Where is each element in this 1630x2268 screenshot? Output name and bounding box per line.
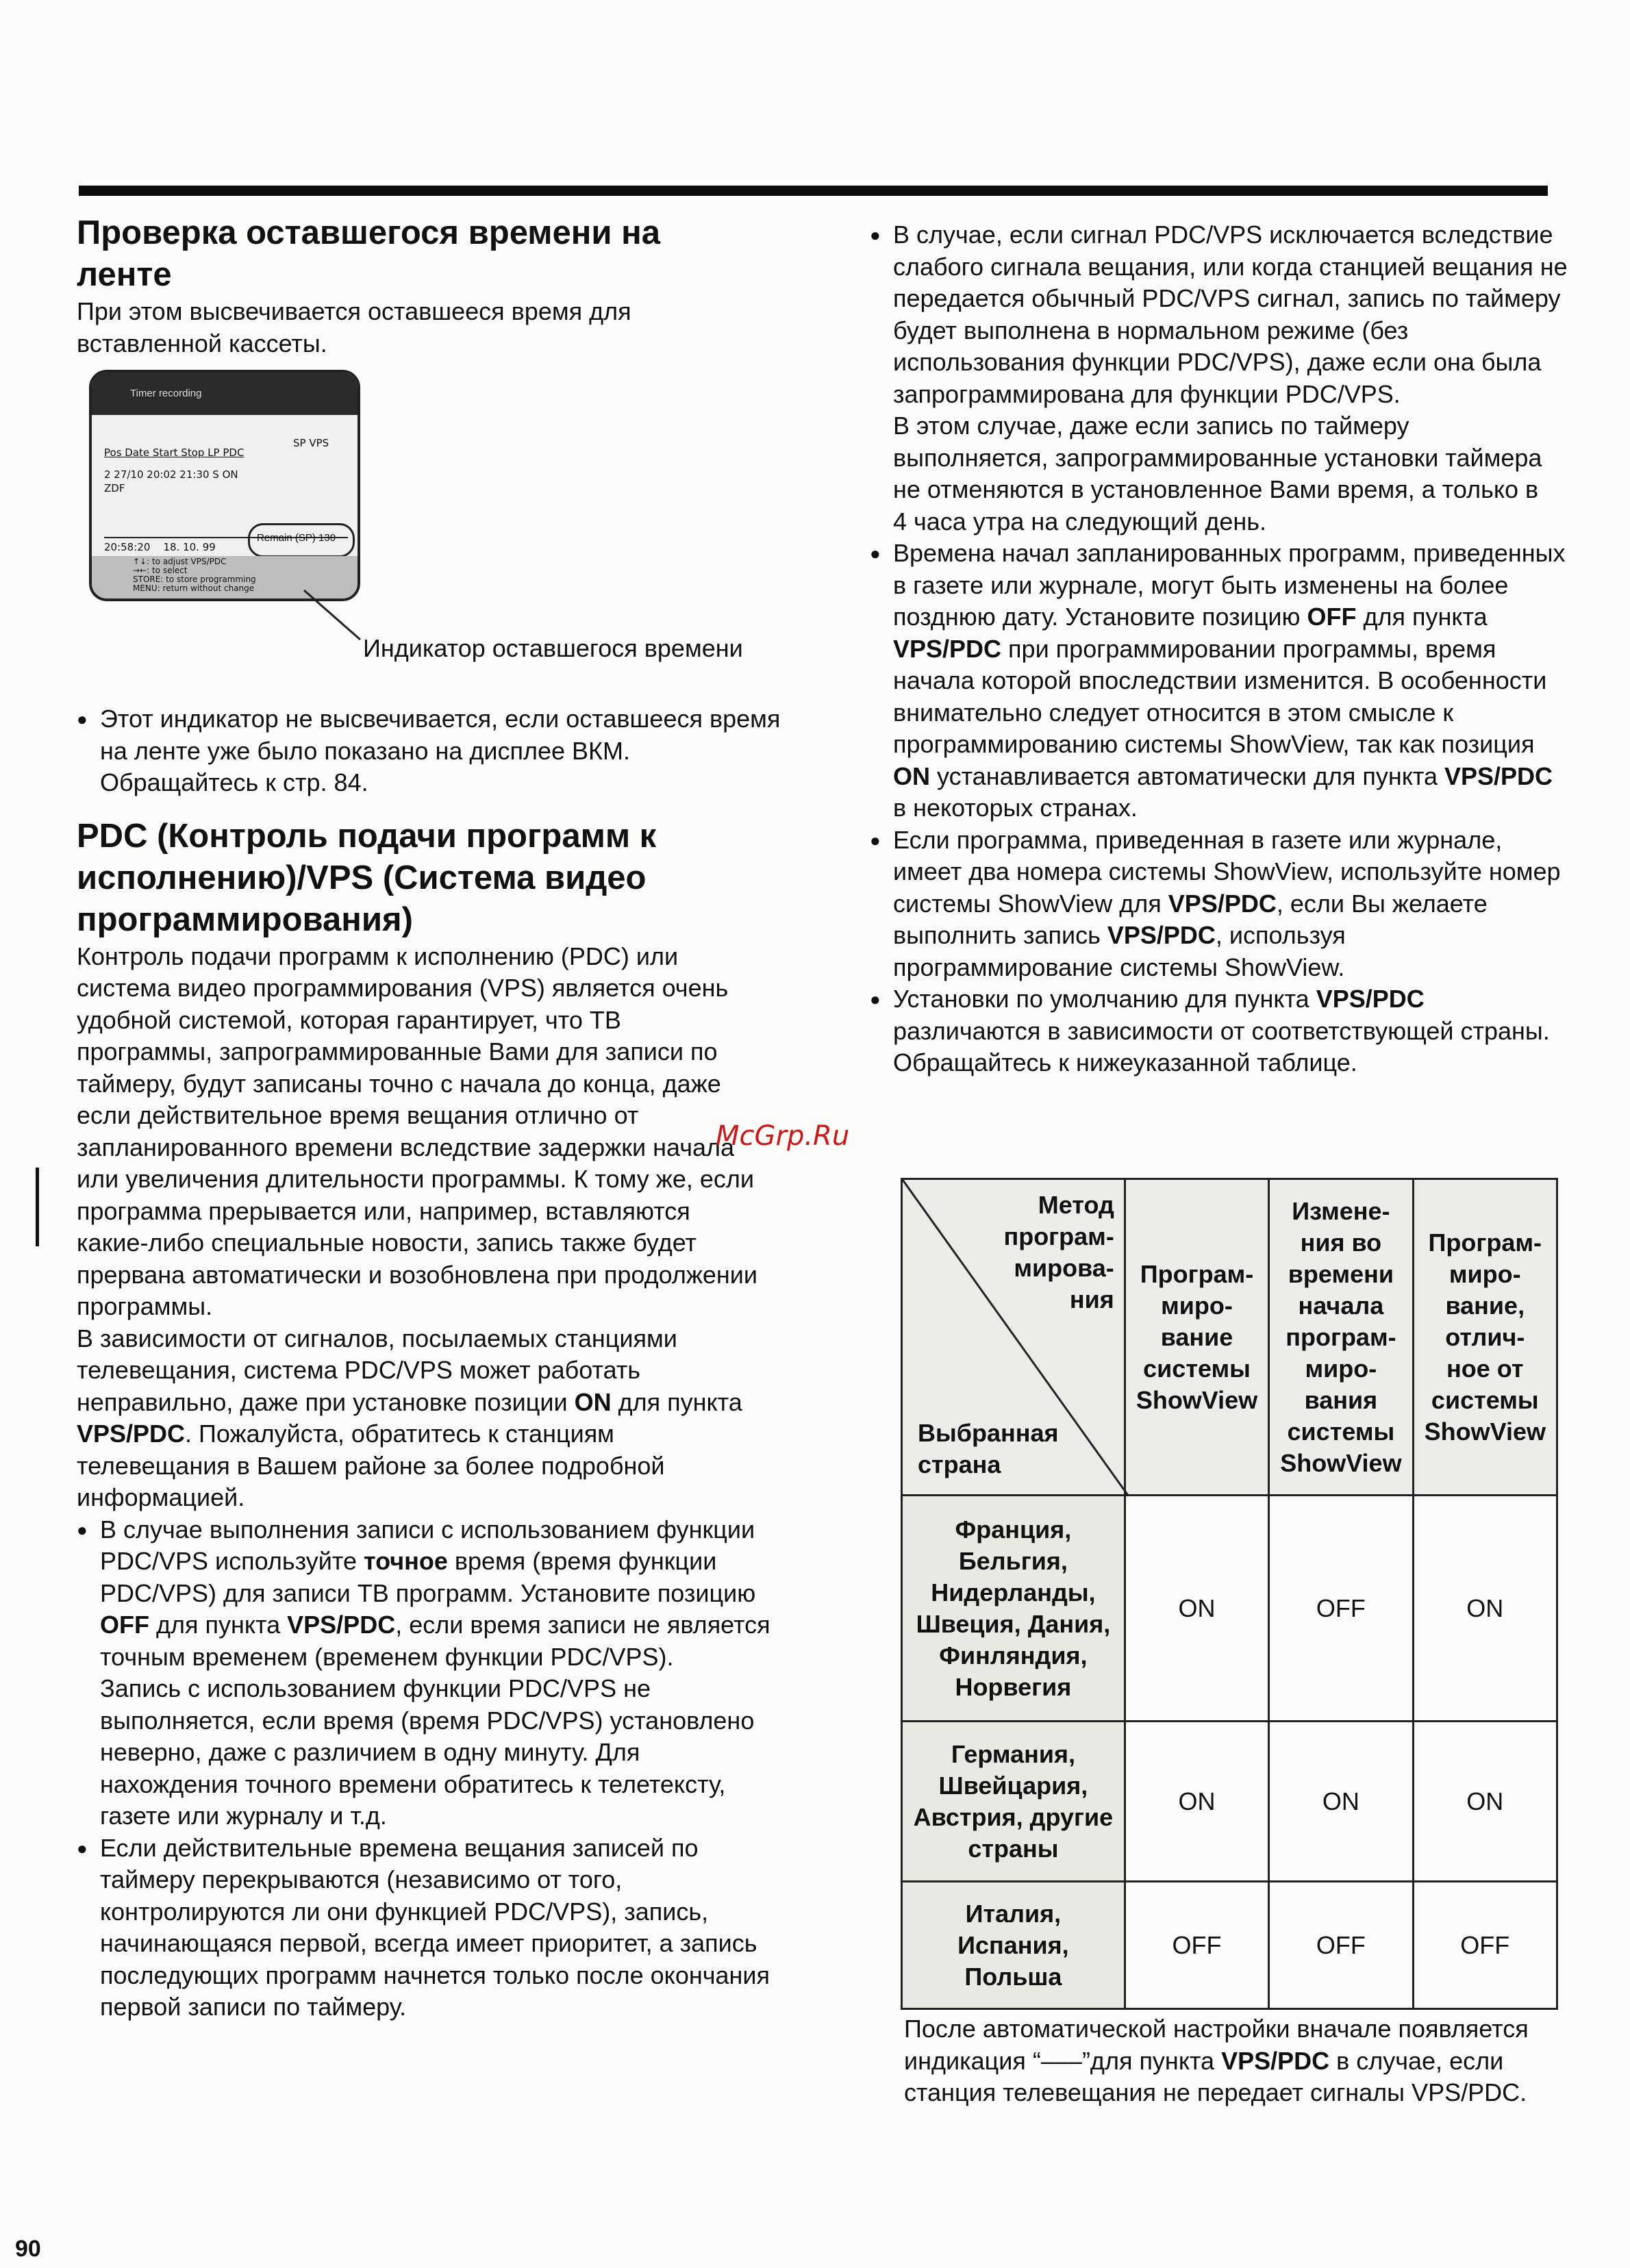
column-header-showview: Програм- миро- вание системы ShowView <box>1125 1179 1268 1496</box>
corner-country-label: Выбранная страна <box>918 1419 1059 1478</box>
margin-change-bar <box>36 1168 39 1246</box>
table-row <box>902 1496 1557 1722</box>
value-cell: OFF <box>1125 1882 1268 2009</box>
value-cell: ON <box>1125 1496 1268 1722</box>
bullet-weak-signal: ● В случае, если сигнал PDC/VPS исключается вследствие слабого сигнала вещания, или когда станцией вещания не передается обычный PDC/VPS сигнал, запись по таймеру будет выполнена в нормальном режиме (без использования функции PDC/VPS), даже если она была запрограммирована для функции PDC/VPS. <box>870 219 1571 410</box>
tv-help-line: MENU: return without change <box>133 583 255 593</box>
bullet-defaults: ● Установки по умолчанию для пункта VPS/PDC различаются в зависимости от соответствующей страны. Обращайтесь к нижеуказанной таблице. <box>870 983 1571 1079</box>
bullet-exact-time: ● В случае выполнения записи с использованием функции PDC/VPS используйте точное время (время функции PDC/VPS) для записи ТВ программ. Установите позицию OFF для пункта VPS/PDC, если время записи не является точным временем (временем функции PDC/VPS). <box>77 1514 792 1674</box>
tv-help-line: STORE: to store programming <box>133 575 256 584</box>
bullet-exact-time-cont: Запись с использованием функции PDC/VPS не выполняется, если время (время PDC/VPS) установлено неверно, даже с различием в одну минуту. Для нахождения точного времени обратитесь к телетексту, газете или журналу и т.д. <box>100 1674 755 1830</box>
value-cell: OFF <box>1269 1882 1413 2009</box>
value-cell: ON <box>1269 1722 1413 1882</box>
right-column <box>870 219 1568 1079</box>
corner-method-label: Метод програм- мирова- ния <box>1003 1191 1114 1313</box>
value-cell: ON <box>1125 1722 1268 1882</box>
bullet-two-numbers: ● Если программа, приведенная в газете или журнале, имеет два номера системы ShowView, используйте номер системы ShowView для VPS/PDC, если Вы желаете выполнить запись VPS/PDC, используя программирование системы ShowView. <box>870 824 1571 984</box>
table-corner-cell <box>902 1179 1125 1496</box>
table-footnote <box>904 2013 1555 2109</box>
tv-header: Pos Date Start Stop LP PDC <box>104 446 244 459</box>
country-cell: Италия, Испания, Польша <box>902 1882 1125 2009</box>
tv-help-line: ↑↓: to adjust VPS/PDC <box>133 557 227 566</box>
value-cell: ON <box>1413 1496 1557 1722</box>
pdc-signal-paragraph: В зависимости от сигналов, посылаемых станциями телевещания, система PDC/VPS может работать неправильно, даже при установке позиции ON для пункта VPS/PDC. Пожалуйста, обратитесь к станциям телевещания в Вашем районе за более подробной информацией. <box>77 1324 742 1511</box>
page-number: 90 <box>15 2236 41 2262</box>
country-cell: Германия, Швейцария, Австрия, другие страны <box>902 1722 1125 1882</box>
section-title-remaining-time: Проверка оставшегося времени на ленте <box>77 214 660 293</box>
bullet-weak-signal-cont: В этом случае, даже если запись по таймеру выполняется, запрограммированные установки таймера не отменяются в установленное Вами время, а только в 4 часа утра на следующий день. <box>893 412 1542 536</box>
top-rule <box>79 186 1548 196</box>
column-header-other: Програм- миро- вание, отлич- ное от системы ShowView <box>1413 1179 1557 1496</box>
bullet-start-times: ● Времена начал запланированных программ, приведенных в газете или журнале, могут быть изменены на более позднюю дату. Установите позицию OFF для пункта VPS/PDC при программировании программы, время начала которой впоследствии изменится. В особенности внимательно следует относится в этом смысле к программированию системы ShowView, так как позиция ON устанавливается автоматически для пункта VPS/PDC в некоторых странах. <box>870 538 1571 824</box>
pdc-paragraph: Контроль подачи программ к исполнению (PDC) или система видео программирования (VPS) является очень удобной системой, которая гарантирует, что ТВ программы, запрограммированные Вами для записи по таймеру, будут записаны точно с начала до конца, даже если действительное время вещания отлично от запланированного времени вследствие задержки начала или увеличения длительности программы. К тому же, если программа прерывается или, например, вставляются какие-либо специальные новости, запись также будет прервана автоматически и возобновлена при продолжении программы. <box>77 942 758 1320</box>
tv-header-top: SP VPS <box>293 437 329 449</box>
footnote-text: После автоматической настройки вначале появляется индикация “–––”для пункта VPS/PDC в случае, если станция телевещания не передает сигналы VPS/PDC. <box>904 2015 1529 2106</box>
bullet-overlap: ● Если действительные времена вещания записей по таймеру перекрываются (независимо от того, контролируются ли они функцией PDC/VPS), запись, начинающаяся первой, всегда имеет приоритет, а запись последующих программ начнется только после окончания первой записи по таймеру. <box>77 1832 792 2024</box>
value-cell: OFF <box>1413 1882 1557 2009</box>
column-header-time-change: Измене- ния во времени начала програм- миро- вания системы ShowView <box>1269 1179 1413 1496</box>
tv-title-bar: Timer recording <box>92 373 358 415</box>
remaining-time-indicator: Remain (SP) 130 <box>248 523 355 557</box>
indicator-leader-line <box>301 589 370 644</box>
value-cell: OFF <box>1269 1496 1413 1722</box>
tv-help-line: →←: to select <box>133 566 188 575</box>
table-row <box>902 1882 1557 2009</box>
indicator-caption: Индикатор оставшегося времени <box>363 634 743 662</box>
table-header-row <box>902 1179 1557 1496</box>
tv-values: 2 27/10 20:02 21:30 S ON <box>104 468 238 481</box>
table-row <box>902 1722 1557 1882</box>
section-title-pdc-vps: PDC (Контроль подачи программ к исполнению)/VPS (Система видео программирования) <box>77 817 657 938</box>
tv-screen-illustration <box>89 370 360 601</box>
intro-paragraph: При этом высвечивается оставшееся время для вставленной кассеты. <box>77 297 631 357</box>
country-cell: Франция, Бельгия, Нидерланды, Швеция, Дания, Финляндия, Норвегия <box>902 1496 1125 1722</box>
tv-status-line: 20:58:20 18. 10. 99 <box>104 537 348 553</box>
bullet-indicator-note: ● Этот индикатор не высвечивается, если оставшееся время на ленте уже было показано на дисплее ВКМ. Обращайтесь к стр. 84. <box>77 703 792 799</box>
tv-station: ZDF <box>104 482 125 494</box>
value-cell: ON <box>1413 1722 1557 1882</box>
watermark: McGrp.Ru <box>716 1120 850 1152</box>
country-settings-table <box>901 1178 1558 2010</box>
